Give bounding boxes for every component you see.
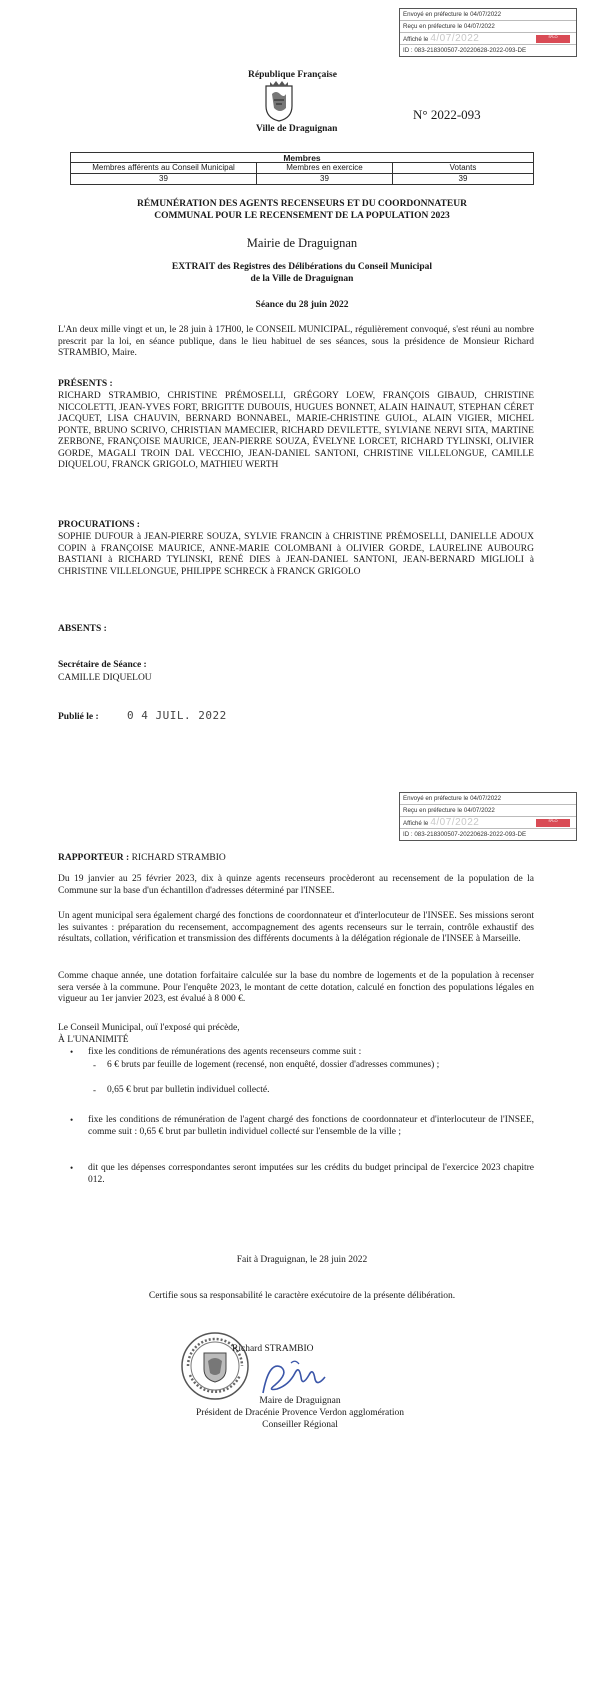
publie-label: Publié le : (58, 712, 99, 722)
col-members-exercise: Membres en exercice (257, 163, 393, 174)
procurations-label: PROCURATIONS : (58, 520, 140, 530)
stamp-received: Reçu en préfecture le 04/07/2022 (400, 805, 576, 817)
value-members-council: 39 (71, 174, 257, 185)
secretaire-label: Secrétaire de Séance : (58, 660, 147, 670)
signatory-name: Richard STRAMBIO (232, 1344, 314, 1354)
decision-2: fixe les conditions de rémunération de l'agent chargé des fonctions de coordonnateur et d'interlocuteur de l'INSEE, comme suit : 0,65 € brut par bulletin individuel collecté sur l'ensemble de la ville ; (88, 1115, 534, 1137)
prefecture-stamp-2 (399, 792, 577, 841)
bullet-icon: • (70, 1115, 74, 1125)
title-line-1: RÉMUNÉRATION DES AGENTS RECENSEURS ET DU COORDONNATEUR (137, 199, 467, 209)
stamp-id: ID : 083-218300507-20220628-2022-093-DE (403, 47, 527, 54)
prefecture-stamp (399, 8, 577, 57)
decision-1b: 0,65 € brut par bulletin individuel collecté. (107, 1085, 270, 1095)
col-members-council: Membres afférents au Conseil Municipal (71, 163, 257, 174)
secretaire-name: CAMILLE DIQUELOU (58, 673, 152, 683)
title-line-2: COMMUNAL POUR LE RECENSEMENT DE LA POPULATION 2023 (154, 211, 450, 221)
stamp-logo-icon: S²LO (536, 819, 570, 827)
deliberation-number: N° 2022-093 (413, 107, 481, 122)
paragraph-period: Du 19 janvier au 25 février 2023, dix à quinze agents recenseurs procèderont au recensement de la population de la Commune sur la base d'un échantillon d'adresses déterminé par l'INSEE. (58, 874, 534, 896)
stamp-id: ID : 083-218300507-20220628-2022-093-DE (403, 831, 527, 838)
members-table (70, 162, 534, 185)
publie-date-stamp: 0 4 JUIL. 2022 (127, 709, 227, 722)
members-title: Membres (70, 152, 534, 163)
presents-list: RICHARD STRAMBIO, CHRISTINE PRÉMOSELLI, GRÉGORY LOEW, FRANÇOIS GIBAUD, CHRISTINE NICCOLETTI, JEAN-YVES FORT, BRIGITTE DUBOUIS, HUGUES BONNET, ALAIN HAINAUT, STEPHAN CÉRET JACQUET, LISA CHAUVIN, BERNARD BONNABEL, MARIE-CHRISTINE GUIOL, ALAIN VIGIER, MICHEL PONTE, BRUNO SCRIVO, CHRISTIAN MAMECIER, RICHARD DEVILETTE, SYLVIANE NERVI SITA, MARTINE ZERBONE, FRANÇOISE MAURICE, JEAN-PIERRE SOUZA, ÉVELYNE LORCET, RICHARD TYLINSKI, OLIVIER GORDE, MAGALI TROIN DAL VECCHIO, JEAN-DANIEL SANTONI, CHRISTINE VILLELONGUE, CAMILLE DIQUELOU, FRANCK GRIGOLO, MATHIEU WERTH (58, 391, 534, 470)
paragraph-coordinator: Un agent municipal sera également chargé des fonctions de coordonnateur et d'interlocuteur de l'INSEE. Ses missions seront les suivantes : préparation du recensement, accompagnement des agents recenseurs sur le terrain, contrôle exhaustif des résultats, collation, vérification et transmission des différents documents à la délégation régionale de l'INSEE à Marseille. (58, 911, 534, 944)
value-voters: 39 (393, 174, 534, 185)
official-seal-icon (180, 1331, 250, 1401)
stamp-posted: Affiché le 4/07/2022 S²LO (400, 817, 576, 829)
stamp-posted: Affiché le 4/07/2022 S²LO (400, 33, 576, 45)
decision-1: fixe les conditions de rémunérations des agents recenseurs comme suit : (88, 1047, 362, 1057)
city-crest-icon (264, 80, 294, 122)
paragraph-dotation: Comme chaque année, une dotation forfaitaire calculée sur la base du nombre de logements et de la population à recenser sera versée à la commune. Pour l'enquête 2023, le montant de cette dotation, calculé en fonction des populations légales en vigueur au 1er janvier 2023, est évalué à 8 000 €. (58, 971, 534, 1004)
stamp-logo-icon: S²LO (536, 35, 570, 43)
decision-1a: 6 € bruts par feuille de logement (recensé, non enquêté, dossier d'adresses communes) ; (107, 1060, 440, 1070)
signatory-title-3: Conseiller Régional (262, 1420, 338, 1430)
extrait-line-2: de la Ville de Draguignan (250, 274, 354, 284)
page-2 (0, 795, 595, 1689)
page-1 (0, 0, 595, 840)
rapporteur-line: RAPPORTEUR : RICHARD STRAMBIO (58, 853, 226, 863)
fait-line: Fait à Draguignan, le 28 juin 2022 (236, 1255, 368, 1265)
signatory-title-1: Maire de Draguignan (259, 1396, 341, 1406)
conseil-line: Le Conseil Municipal, ouï l'exposé qui précède, (58, 1023, 240, 1033)
mairie-heading: Mairie de Draguignan (246, 236, 358, 250)
seance-date: Séance du 28 juin 2022 (255, 300, 349, 310)
unanimite-line: À L'UNANIMITÉ (58, 1035, 129, 1045)
procurations-list: SOPHIE DUFOUR à JEAN-PIERRE SOUZA, SYLVIE FRANCIN à CHRISTINE PRÉMOSELLI, DANIELLE ADOUX COPIN à FRANÇOISE MAURICE, ANNE-MARIE COLOMBANI à OLIVIER GORDE, LAURELINE AUBOURG BASTIANI à RICHARD TYLINSKI, RENÉ DIES à JEAN-DANIEL SANTONI, JEAN-BERNARD MIGLIOLI à CHRISTINE VILLELONGUE, PHILIPPE SCHRECK à FRANCK GRIGOLO (58, 532, 534, 577)
city-label: Ville de Draguignan (256, 124, 338, 134)
bullet-icon: • (70, 1163, 74, 1173)
absents-label: ABSENTS : (58, 624, 107, 634)
stamp-sent: Envoyé en préfecture le 04/07/2022 (400, 9, 576, 21)
presents-label: PRÉSENTS : (58, 379, 113, 389)
value-members-exercise: 39 (257, 174, 393, 185)
certifie-line: Certifie sous sa responsabilité le caractère exécutoire de la présente délibération. (148, 1291, 456, 1301)
signature-icon (255, 1355, 335, 1400)
stamp-received: Reçu en préfecture le 04/07/2022 (400, 21, 576, 33)
col-voters: Votants (393, 163, 534, 174)
extrait-line-1: EXTRAIT des Registres des Délibérations du Conseil Municipal (171, 262, 433, 272)
dash-icon: - (93, 1060, 96, 1070)
stamp-sent: Envoyé en préfecture le 04/07/2022 (400, 793, 576, 805)
intro-paragraph: L'An deux mille vingt et un, le 28 juin à 17H00, le CONSEIL MUNICIPAL, régulièrement convoqué, s'est réuni au nombre prescrit par la loi, en séance publique, dans le lieu habituel de ses séances, sous la présidence de Monsieur Richard STRAMBIO, Maire. (58, 325, 534, 358)
dash-icon: - (93, 1085, 96, 1095)
decision-3: dit que les dépenses correspondantes seront imputées sur les crédits du budget principal de l'exercice 2023 chapitre 012. (88, 1163, 534, 1185)
bullet-icon: • (70, 1047, 74, 1057)
signatory-title-2: Président de Dracénie Provence Verdon agglomération (196, 1408, 404, 1418)
republic-label: République Française (248, 70, 337, 80)
